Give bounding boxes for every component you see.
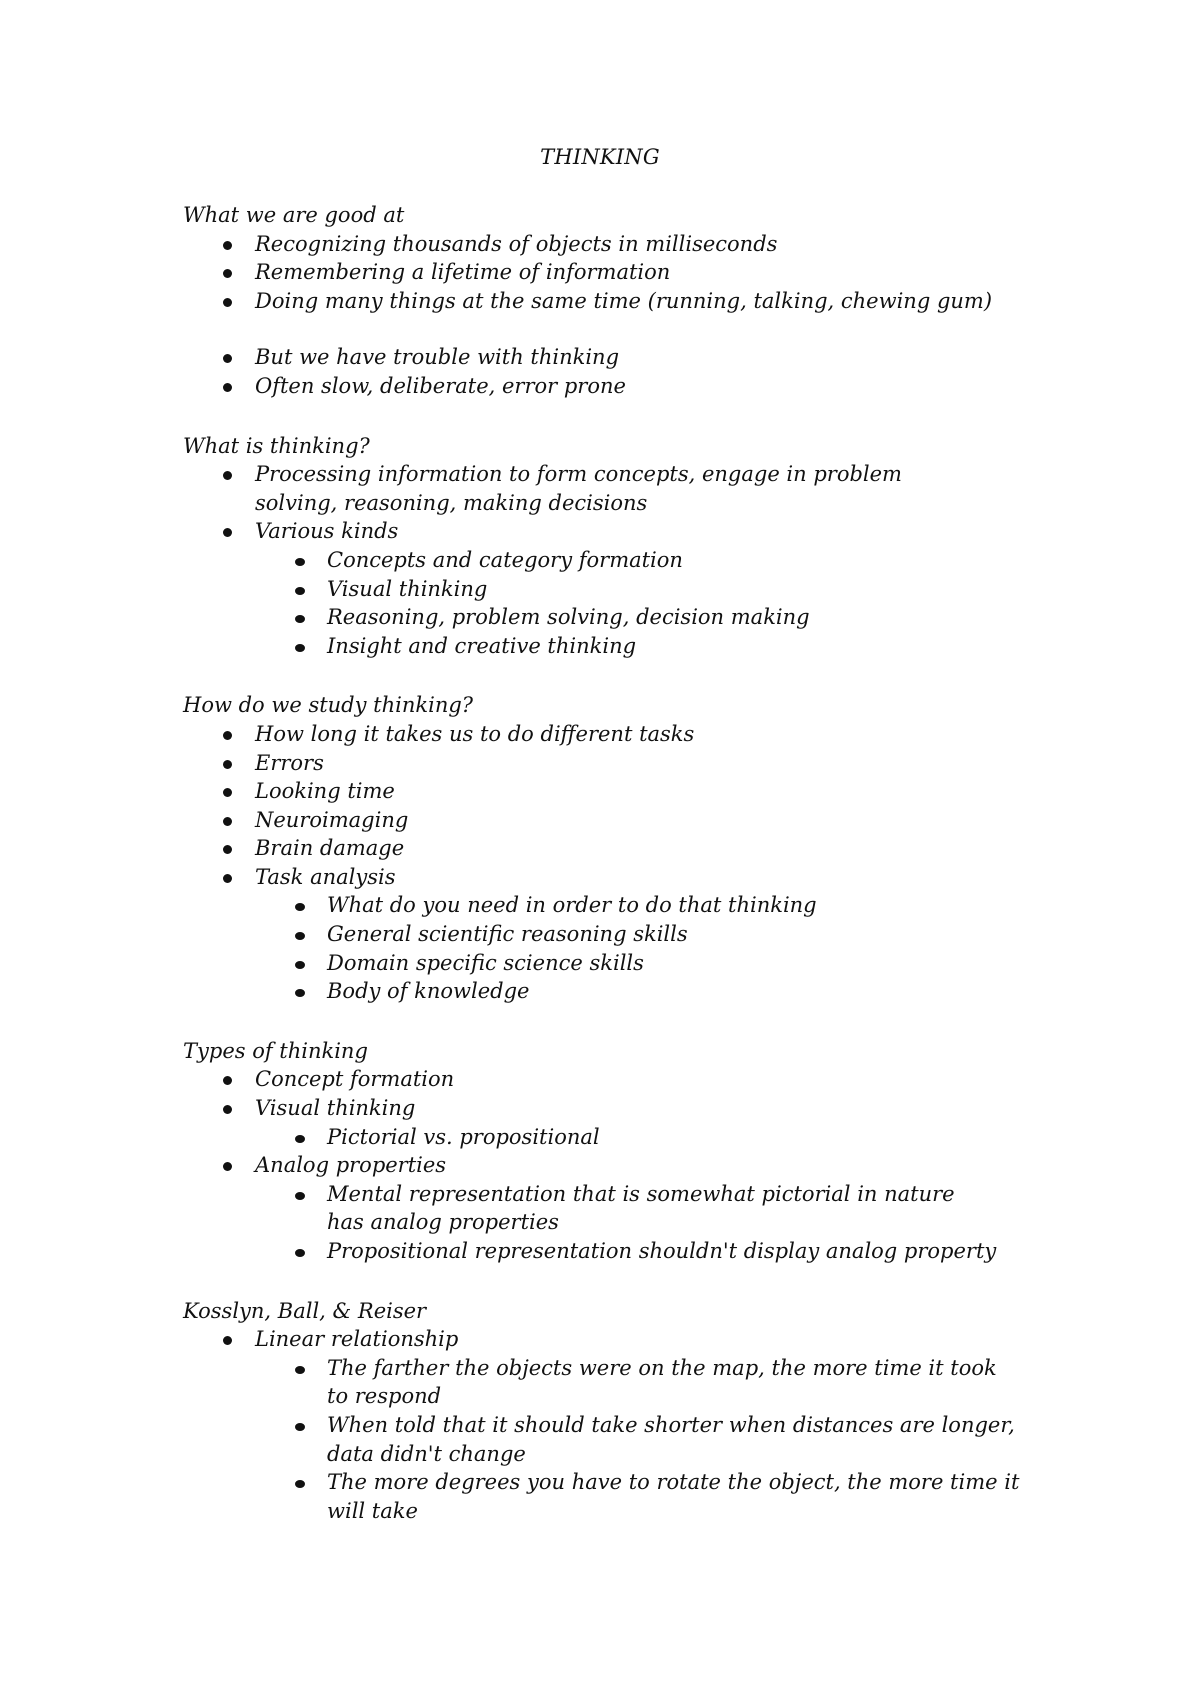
list-item: Doing many things at the same time (running, talking, chewing gum) [255, 287, 1083, 316]
section-heading-kosslyn: Kosslyn, Ball, & Reiser [183, 1298, 427, 1323]
hollow-bullet-icon [295, 989, 305, 997]
study-list [183, 720, 1083, 1006]
list-item: Recognizing thousands of objects in milliseconds [255, 230, 1083, 259]
section-heading-good-at: What we are good at [183, 203, 405, 227]
spacer [183, 401, 1083, 432]
bullet-icon [223, 817, 232, 826]
sublist-item: Mental representation that is somewhat pictorial in nature has analog properties [327, 1180, 967, 1237]
kinds-sublist [255, 546, 1083, 660]
bullet-icon [223, 269, 232, 278]
sublist-item: Visual thinking [327, 575, 1083, 604]
hollow-bullet-icon [295, 1135, 305, 1143]
list-item: Remembering a lifetime of information [255, 258, 1083, 287]
page-title: THINKING [540, 145, 660, 169]
bullet-icon [223, 1105, 232, 1114]
hollow-bullet-icon [295, 1192, 305, 1200]
list-item: Errors [255, 749, 1083, 778]
kosslyn-list [183, 1325, 1083, 1525]
list-item: Various kinds Concepts and category formation Visual thinking Reasoning, problem solving, decision making Insight and creative thinking [255, 517, 1083, 660]
list-item: Analog properties Mental representation that is somewhat pictorial in nature has analog properties Propositional representation shouldn't display analog property [255, 1151, 1083, 1265]
hollow-bullet-icon [295, 1249, 305, 1257]
section-heading-what-is-thinking: What is thinking? [183, 433, 370, 458]
hollow-bullet-icon [295, 587, 305, 595]
list-item: Often slow, deliberate, error prone [255, 372, 1083, 401]
bullet-icon [223, 298, 232, 307]
linear-relationship-sublist [255, 1354, 1083, 1526]
hollow-bullet-icon [295, 961, 305, 969]
bullet-icon [223, 241, 232, 250]
list-item: Linear relationship The farther the objects were on the map, the more time it took to respond When told that it should take shorter when distances are longer, data didn't change The more degrees you have to rotate the object, the more time it will take [255, 1325, 1083, 1525]
good-at-list-continued [183, 343, 1083, 400]
sublist-item: When told that it should take shorter when distances are longer, data didn't change [327, 1411, 1017, 1468]
sublist-item: Body of knowledge [327, 977, 1083, 1006]
what-is-list [183, 460, 1083, 660]
list-item: How long it takes us to do different tasks [255, 720, 1083, 749]
types-list [183, 1065, 1083, 1265]
document-body [183, 201, 1083, 1525]
sublist-item: The more degrees you have to rotate the object, the more time it will take [327, 1468, 1047, 1525]
bullet-icon [223, 874, 232, 883]
sublist-item: The farther the objects were on the map, the more time it took to respond [327, 1354, 1017, 1411]
sublist-item: Propositional representation shouldn't display analog property [327, 1237, 1083, 1266]
list-item: Neuroimaging [255, 806, 1083, 835]
list-item: Task analysis What do you need in order to do that thinking General scientific reasoning skills Domain specific science skills Body of knowledge [255, 863, 1083, 1006]
sublist-item: Domain specific science skills [327, 949, 1083, 978]
bullet-icon [223, 383, 232, 392]
hollow-bullet-icon [295, 1480, 305, 1488]
sublist-item: Insight and creative thinking [327, 632, 1083, 661]
visual-thinking-sublist [255, 1123, 1083, 1152]
analog-properties-sublist [255, 1180, 1083, 1266]
spacer [183, 660, 1083, 691]
hollow-bullet-icon [295, 644, 305, 652]
bullet-icon [223, 1336, 232, 1345]
sublist-item: General scientific reasoning skills [327, 920, 1083, 949]
spacer [183, 1266, 1083, 1297]
list-item: Visual thinking Pictorial vs. propositional [255, 1094, 1083, 1151]
hollow-bullet-icon [295, 903, 305, 911]
hollow-bullet-icon [295, 1423, 305, 1431]
sublist-item: What do you need in order to do that thinking [327, 891, 1083, 920]
sublist-item: Concepts and category formation [327, 546, 1083, 575]
hollow-bullet-icon [295, 1366, 305, 1374]
list-item: Processing information to form concepts, engage in problem solving, reasoning, making decisions [255, 460, 955, 517]
bullet-icon [223, 528, 232, 537]
good-at-list [183, 230, 1083, 316]
list-item: Brain damage [255, 834, 1083, 863]
bullet-icon [223, 760, 232, 769]
spacer [183, 1006, 1083, 1037]
bullet-icon [223, 354, 232, 363]
section-heading-types: Types of thinking [183, 1038, 368, 1063]
hollow-bullet-icon [295, 558, 305, 566]
bullet-icon [223, 845, 232, 854]
bullet-icon [223, 788, 232, 797]
bullet-icon [223, 471, 232, 480]
bullet-icon [223, 1076, 232, 1085]
bullet-icon [223, 1162, 232, 1171]
list-item: Concept formation [255, 1065, 1083, 1094]
sublist-item: Pictorial vs. propositional [327, 1123, 1083, 1152]
spacer [183, 315, 1083, 343]
task-analysis-sublist [255, 891, 1083, 1005]
list-item: Looking time [255, 777, 1083, 806]
bullet-icon [223, 731, 232, 740]
hollow-bullet-icon [295, 615, 305, 623]
section-heading-study: How do we study thinking? [183, 693, 474, 718]
sublist-item: Reasoning, problem solving, decision making [327, 603, 1083, 632]
list-item: But we have trouble with thinking [255, 343, 1083, 372]
hollow-bullet-icon [295, 932, 305, 940]
